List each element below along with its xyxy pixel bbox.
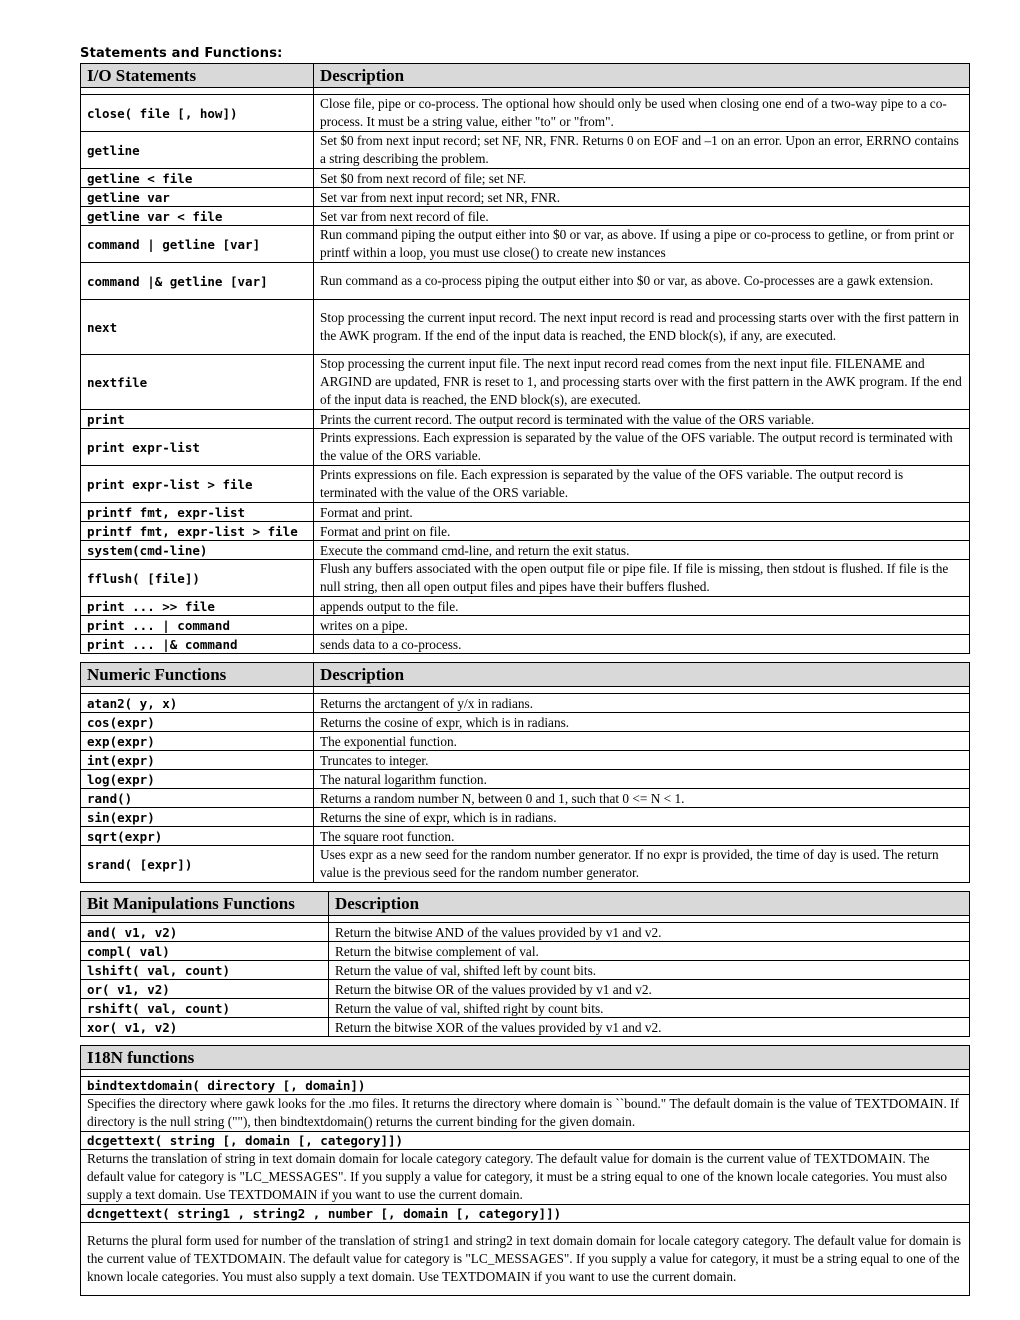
header-left: I18N functions (81, 1046, 970, 1070)
statement-cell: nextfile (81, 355, 314, 410)
table-row (81, 1205, 970, 1223)
numeric-functions-table (80, 662, 970, 883)
table-row (81, 1132, 970, 1150)
description-cell: appends output to the file. (314, 597, 970, 616)
table-row (81, 789, 970, 808)
function-cell: lshift( val, count) (81, 961, 329, 980)
table-row (81, 732, 970, 751)
description-cell: Run command piping the output either into $0 or var, as above. If using a pipe or co-process to getline, or from print or printf within a loop, you must use close() to create new instances (314, 226, 970, 263)
statement-cell: print ... >> file (81, 597, 314, 616)
function-cell: int(expr) (81, 751, 314, 770)
description-cell: Set $0 from next input record; set NF, NR, FNR. Returns 0 on EOF and –1 on an error. Upon an error, ERRNO contains a string describing the problem. (314, 132, 970, 169)
table-row (81, 207, 970, 226)
table-row (81, 169, 970, 188)
table-row (81, 597, 970, 616)
table-row (81, 300, 970, 355)
table-row (81, 355, 970, 410)
statement-cell: system(cmd-line) (81, 541, 314, 560)
description-cell: Prints the current record. The output record is terminated with the value of the ORS variable. (314, 410, 970, 429)
description-cell: Prints expressions. Each expression is separated by the value of the OFS variable. The output record is terminated with the value of the ORS variable. (314, 429, 970, 466)
description-cell: Return the value of val, shifted right by count bits. (329, 999, 970, 1018)
description-cell: Flush any buffers associated with the open output file or pipe file. If file is missing, then stdout is flushed. If file is the null string, then all open output files and pipes have their buffers flushed. (314, 560, 970, 597)
statement-cell: next (81, 300, 314, 355)
description-cell: Return the value of val, shifted left by count bits. (329, 961, 970, 980)
function-cell: sqrt(expr) (81, 827, 314, 846)
table-row (81, 410, 970, 429)
function-cell: sin(expr) (81, 808, 314, 827)
description-cell: Uses expr as a new seed for the random number generator. If no expr is provided, the time of day is used. The return value is the previous seed for the random number generator. (314, 846, 970, 883)
table-row (81, 1150, 970, 1205)
function-cell: log(expr) (81, 770, 314, 789)
description-cell: Returns the arctangent of y/x in radians. (314, 694, 970, 713)
statement-cell: printf fmt, expr-list (81, 503, 314, 522)
table-row (81, 1077, 970, 1095)
table-row (81, 999, 970, 1018)
description-cell: writes on a pipe. (314, 616, 970, 635)
description-cell: Execute the command cmd-line, and return the exit status. (314, 541, 970, 560)
table-row (81, 522, 970, 541)
description-cell: Returns the cosine of expr, which is in radians. (314, 713, 970, 732)
statement-cell: command |& getline [var] (81, 263, 314, 300)
i18n-functions-table (80, 1045, 970, 1296)
description-cell: Returns the sine of expr, which is in radians. (314, 808, 970, 827)
table-row (81, 923, 970, 942)
description-cell: Return the bitwise OR of the values provided by v1 and v2. (329, 980, 970, 999)
io-statements-table (80, 63, 970, 654)
description-cell: Return the bitwise XOR of the values provided by v1 and v2. (329, 1018, 970, 1037)
table-row (81, 808, 970, 827)
description-cell: Truncates to integer. (314, 751, 970, 770)
header-right: Description (329, 892, 970, 916)
description-cell: Format and print on file. (314, 522, 970, 541)
table-row (81, 560, 970, 597)
description-cell: Stop processing the current input record. The next input record is read and processing starts over with the first pattern in the AWK program. If the end of the input data is reached, the END block(s), if any, are executed. (314, 300, 970, 355)
header-right: Description (314, 64, 970, 88)
table-row (81, 466, 970, 503)
function-cell: bindtextdomain( directory [, domain]) (81, 1077, 970, 1095)
description-cell: Returns the translation of string in text domain domain for locale category category. The default value for domain is the current value of TEXTDOMAIN. The default value for category is "LC_MESSAGES". If you supply a value for category, it must be a string equal to one of the known locale categories. You must also supply a text domain. Use TEXTDOMAIN if you want to use the current domain. (81, 1150, 970, 1205)
description-cell: Set var from next record of file. (314, 207, 970, 226)
function-cell: cos(expr) (81, 713, 314, 732)
table-row (81, 1223, 970, 1296)
table-row (81, 95, 970, 132)
description-cell: Specifies the directory where gawk looks for the .mo files. It returns the directory where domain is ``bound." The default domain is the value of TEXTDOMAIN. If directory is the null string (""), then bindtextdomain() returns the current binding for the given domain. (81, 1095, 970, 1132)
table-row (81, 132, 970, 169)
statement-cell: getline var (81, 188, 314, 207)
reference-page (80, 44, 970, 1304)
description-cell: The natural logarithm function. (314, 770, 970, 789)
table-row (81, 694, 970, 713)
description-cell: The square root function. (314, 827, 970, 846)
table-row (81, 751, 970, 770)
table-row (81, 827, 970, 846)
table-row (81, 616, 970, 635)
table-row (81, 980, 970, 999)
table-header (81, 892, 970, 916)
statement-cell: getline (81, 132, 314, 169)
description-cell: Set var from next input record; set NR, FNR. (314, 188, 970, 207)
table-row (81, 1018, 970, 1037)
statement-cell: getline var < file (81, 207, 314, 226)
table-header (81, 64, 970, 88)
description-cell: sends data to a co-process. (314, 635, 970, 654)
function-cell: dcgettext( string [, domain [, category]]) (81, 1132, 970, 1150)
statement-cell: print expr-list (81, 429, 314, 466)
description-cell: Returns the plural form used for number of the translation of string1 and string2 in text domain domain for locale category category. The default value for domain is the current value of TEXTDOMAIN. The default value for category is "LC_MESSAGES". If you supply a value for category, it must be a string equal to one of the known locale categories. You must also supply a text domain. Use TEXTDOMAIN if you want to use the current domain. (81, 1223, 970, 1296)
table-row (81, 263, 970, 300)
table-row (81, 188, 970, 207)
table-row (81, 635, 970, 654)
header-left: Bit Manipulations Functions (81, 892, 329, 916)
statement-cell: getline < file (81, 169, 314, 188)
description-cell: Stop processing the current input file. The next input record read comes from the next input file. FILENAME and ARGIND are updated, FNR is reset to 1, and processing starts over with the first pattern in the AWK program. If the end of the input data is reached, the END block(s), are executed. (314, 355, 970, 410)
table-row (81, 942, 970, 961)
table-row (81, 961, 970, 980)
table-row (81, 713, 970, 732)
table-row (81, 1095, 970, 1132)
description-cell: Prints expressions on file. Each expression is separated by the value of the OFS variable. The output record is terminated with the value of the ORS variable. (314, 466, 970, 503)
description-cell: The exponential function. (314, 732, 970, 751)
table-row (81, 226, 970, 263)
header-left: I/O Statements (81, 64, 314, 88)
description-cell: Return the bitwise AND of the values provided by v1 and v2. (329, 923, 970, 942)
table-header (81, 663, 970, 687)
page-heading: Statements and Functions: (80, 46, 283, 61)
description-cell: Set $0 from next record of file; set NF. (314, 169, 970, 188)
description-cell: Close file, pipe or co-process. The optional how should only be used when closing one end of a two-way pipe to a co-process. It must be a string value, either "to" or "from". (314, 95, 970, 132)
bit-functions-table (80, 891, 970, 1037)
description-cell: Format and print. (314, 503, 970, 522)
statement-cell: fflush( [file]) (81, 560, 314, 597)
statement-cell: print expr-list > file (81, 466, 314, 503)
statement-cell: printf fmt, expr-list > file (81, 522, 314, 541)
function-cell: compl( val) (81, 942, 329, 961)
function-cell: rand() (81, 789, 314, 808)
description-cell: Returns a random number N, between 0 and 1, such that 0 <= N < 1. (314, 789, 970, 808)
table-header (81, 1046, 970, 1070)
function-cell: xor( v1, v2) (81, 1018, 329, 1037)
function-cell: srand( [expr]) (81, 846, 314, 883)
table-row (81, 429, 970, 466)
statement-cell: print (81, 410, 314, 429)
table-row (81, 770, 970, 789)
statement-cell: print ... | command (81, 616, 314, 635)
function-cell: atan2( y, x) (81, 694, 314, 713)
statement-cell: close( file [, how]) (81, 95, 314, 132)
table-row (81, 846, 970, 883)
function-cell: rshift( val, count) (81, 999, 329, 1018)
function-cell: exp(expr) (81, 732, 314, 751)
table-row (81, 503, 970, 522)
description-cell: Return the bitwise complement of val. (329, 942, 970, 961)
function-cell: and( v1, v2) (81, 923, 329, 942)
table-row (81, 541, 970, 560)
statement-cell: command | getline [var] (81, 226, 314, 263)
description-cell: Run command as a co-process piping the output either into $0 or var, as above. Co-processes are a gawk extension. (314, 263, 970, 300)
function-cell: dcngettext( string1 , string2 , number [, domain [, category]]) (81, 1205, 970, 1223)
function-cell: or( v1, v2) (81, 980, 329, 999)
statement-cell: print ... |& command (81, 635, 314, 654)
header-left: Numeric Functions (81, 663, 314, 687)
header-right: Description (314, 663, 970, 687)
